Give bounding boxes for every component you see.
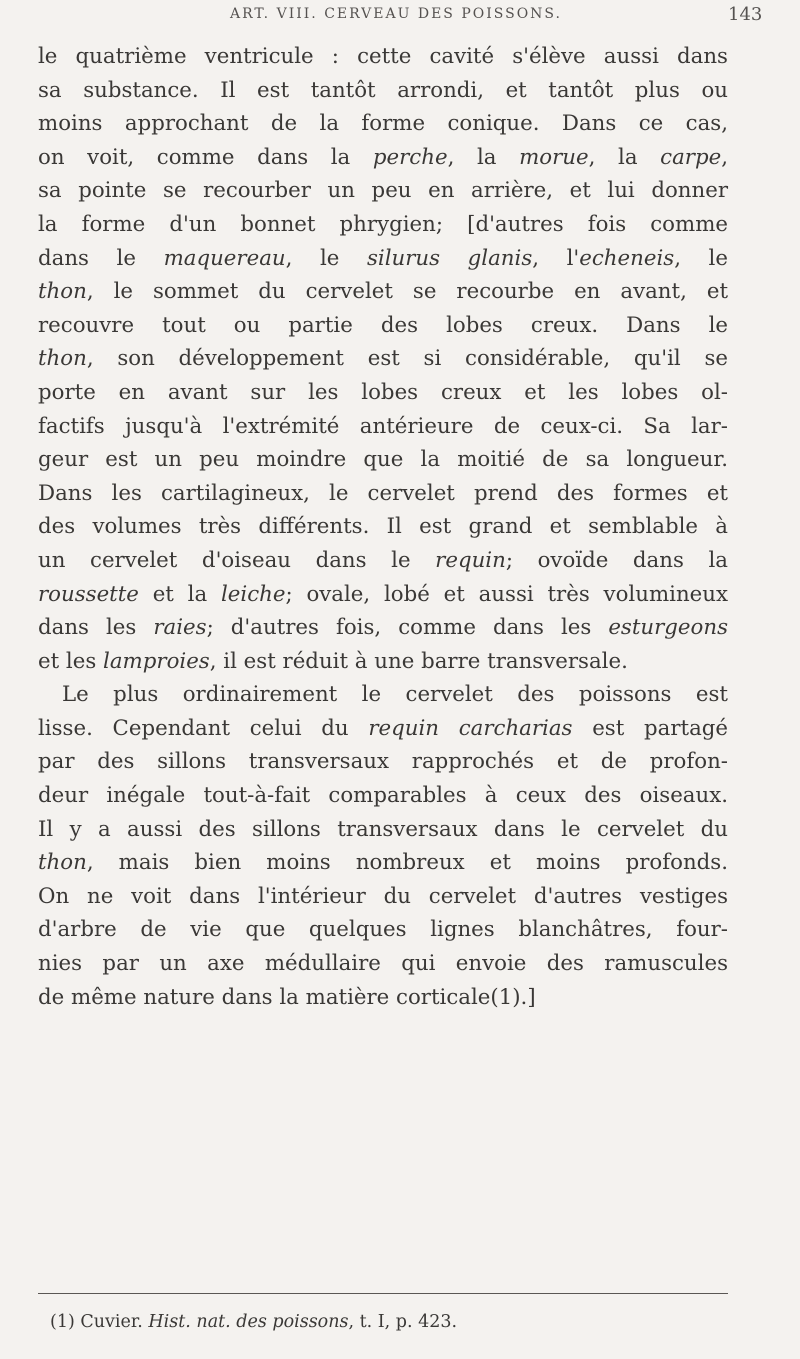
text-line [38, 242, 728, 276]
species-name: silurus glanis [366, 245, 533, 271]
footnote-text: (1) Cuvier. [50, 1312, 149, 1332]
text-segment: , le [674, 245, 728, 271]
text-segment: ; d'autres fois, comme dans les [206, 615, 609, 641]
text-segment: un cervelet d'oiseau dans le [38, 547, 436, 573]
text-line: recouvre tout ou partie des lobes creux. Dans le [38, 312, 728, 338]
text-line: sa substance. Il est tantôt arrondi, et tantôt plus ou [38, 77, 728, 103]
body-text [38, 40, 728, 1014]
text-segment: dans le [38, 245, 164, 271]
text-segment: , le [285, 245, 367, 271]
text-line [38, 645, 728, 679]
species-name: maquereau [163, 245, 286, 271]
species-name: perche [372, 144, 448, 170]
text-line: geur est un peu moindre que la moitié de sa longueur. [38, 447, 728, 473]
text-line [38, 712, 728, 746]
text-line: factifs jusqu'à l'extrémité antérieure de ceux-ci. Sa lar- [38, 413, 728, 439]
text-segment: ; ovoïde dans la [505, 547, 728, 573]
species-name: leiche [220, 581, 286, 607]
running-head: ART. VIII. CERVEAU DES POISSONS. [230, 6, 562, 22]
species-name: morue [519, 144, 589, 170]
footnote-divider [38, 1293, 728, 1294]
footnote [50, 1312, 457, 1332]
text-segment: , [721, 144, 728, 170]
text-line: Le plus ordinairement le cervelet des poissons est [62, 682, 728, 708]
text-segment: et la [138, 581, 221, 607]
text-line: On ne voit dans l'intérieur du cervelet d'autres vestiges [38, 883, 728, 909]
text-line: moins approchant de la forme conique. Dans ce cas, [38, 111, 728, 137]
text-line: nies par un axe médullaire qui envoie des ramuscules [38, 951, 728, 977]
species-name: requin carcharias [368, 715, 573, 741]
text-line: de même nature dans la matière corticale(1).] [38, 984, 536, 1010]
species-name: roussette [38, 581, 139, 607]
text-segment: ; ovale, lobé et aussi très volumineux [285, 581, 728, 607]
text-segment: , son développement est si considérable, qu'il se [86, 346, 728, 372]
text-line: le quatrième ventricule : cette cavité s'élève aussi dans [38, 44, 728, 69]
text-line [38, 141, 728, 175]
text-segment: est partagé [572, 715, 729, 741]
text-line: Dans les cartilagineux, le cervelet prend des formes et [38, 480, 728, 506]
species-name: raies [153, 615, 207, 641]
species-name: echeneis [579, 245, 675, 271]
species-name: carpe [660, 144, 722, 170]
species-name: thon [38, 279, 87, 305]
text-segment: , l' [532, 245, 580, 271]
text-segment: , mais bien moins nombreux et moins profonds. [86, 850, 728, 876]
footnote-title: Hist. nat. des poissons [148, 1312, 349, 1332]
text-line [38, 275, 728, 309]
text-line: deur inégale tout-à-fait comparables à ceux des oiseaux. [38, 783, 728, 809]
species-name: lamproies [103, 648, 210, 674]
text-segment: lisse. Cependant celui du [38, 715, 369, 741]
text-segment: , la [447, 144, 520, 170]
text-segment: , le sommet du cervelet se recourbe en avant, et [86, 279, 728, 305]
text-line [38, 578, 728, 612]
species-name: thon [38, 850, 87, 876]
text-segment: , il est réduit à une barre transversale. [209, 648, 628, 674]
text-line: Il y a aussi des sillons transversaux dans le cervelet du [38, 816, 728, 842]
footnote-text: , t. I, p. 423. [348, 1312, 458, 1332]
species-name: thon [38, 346, 87, 372]
text-line: par des sillons transversaux rapprochés et de profon- [38, 749, 728, 775]
text-line: la forme d'un bonnet phrygien; [d'autres fois comme [38, 211, 728, 237]
text-line [38, 342, 728, 376]
text-line: d'arbre de vie que quelques lignes blanchâtres, four- [38, 917, 728, 943]
text-line [38, 611, 728, 645]
page-number: 143 [728, 4, 763, 25]
text-line [38, 846, 728, 880]
text-segment: et les [38, 648, 104, 674]
text-line: sa pointe se recourber un peu en arrière, et lui donner [38, 178, 728, 204]
species-name: requin [435, 547, 506, 573]
text-line [38, 544, 728, 578]
text-segment: dans les [38, 615, 154, 641]
text-line: des volumes très différents. Il est grand et semblable à [38, 514, 728, 540]
text-segment: on voit, comme dans la [38, 144, 373, 170]
species-name: esturgeons [608, 615, 729, 641]
text-segment: , la [588, 144, 661, 170]
text-line: porte en avant sur les lobes creux et les lobes ol- [38, 379, 728, 405]
